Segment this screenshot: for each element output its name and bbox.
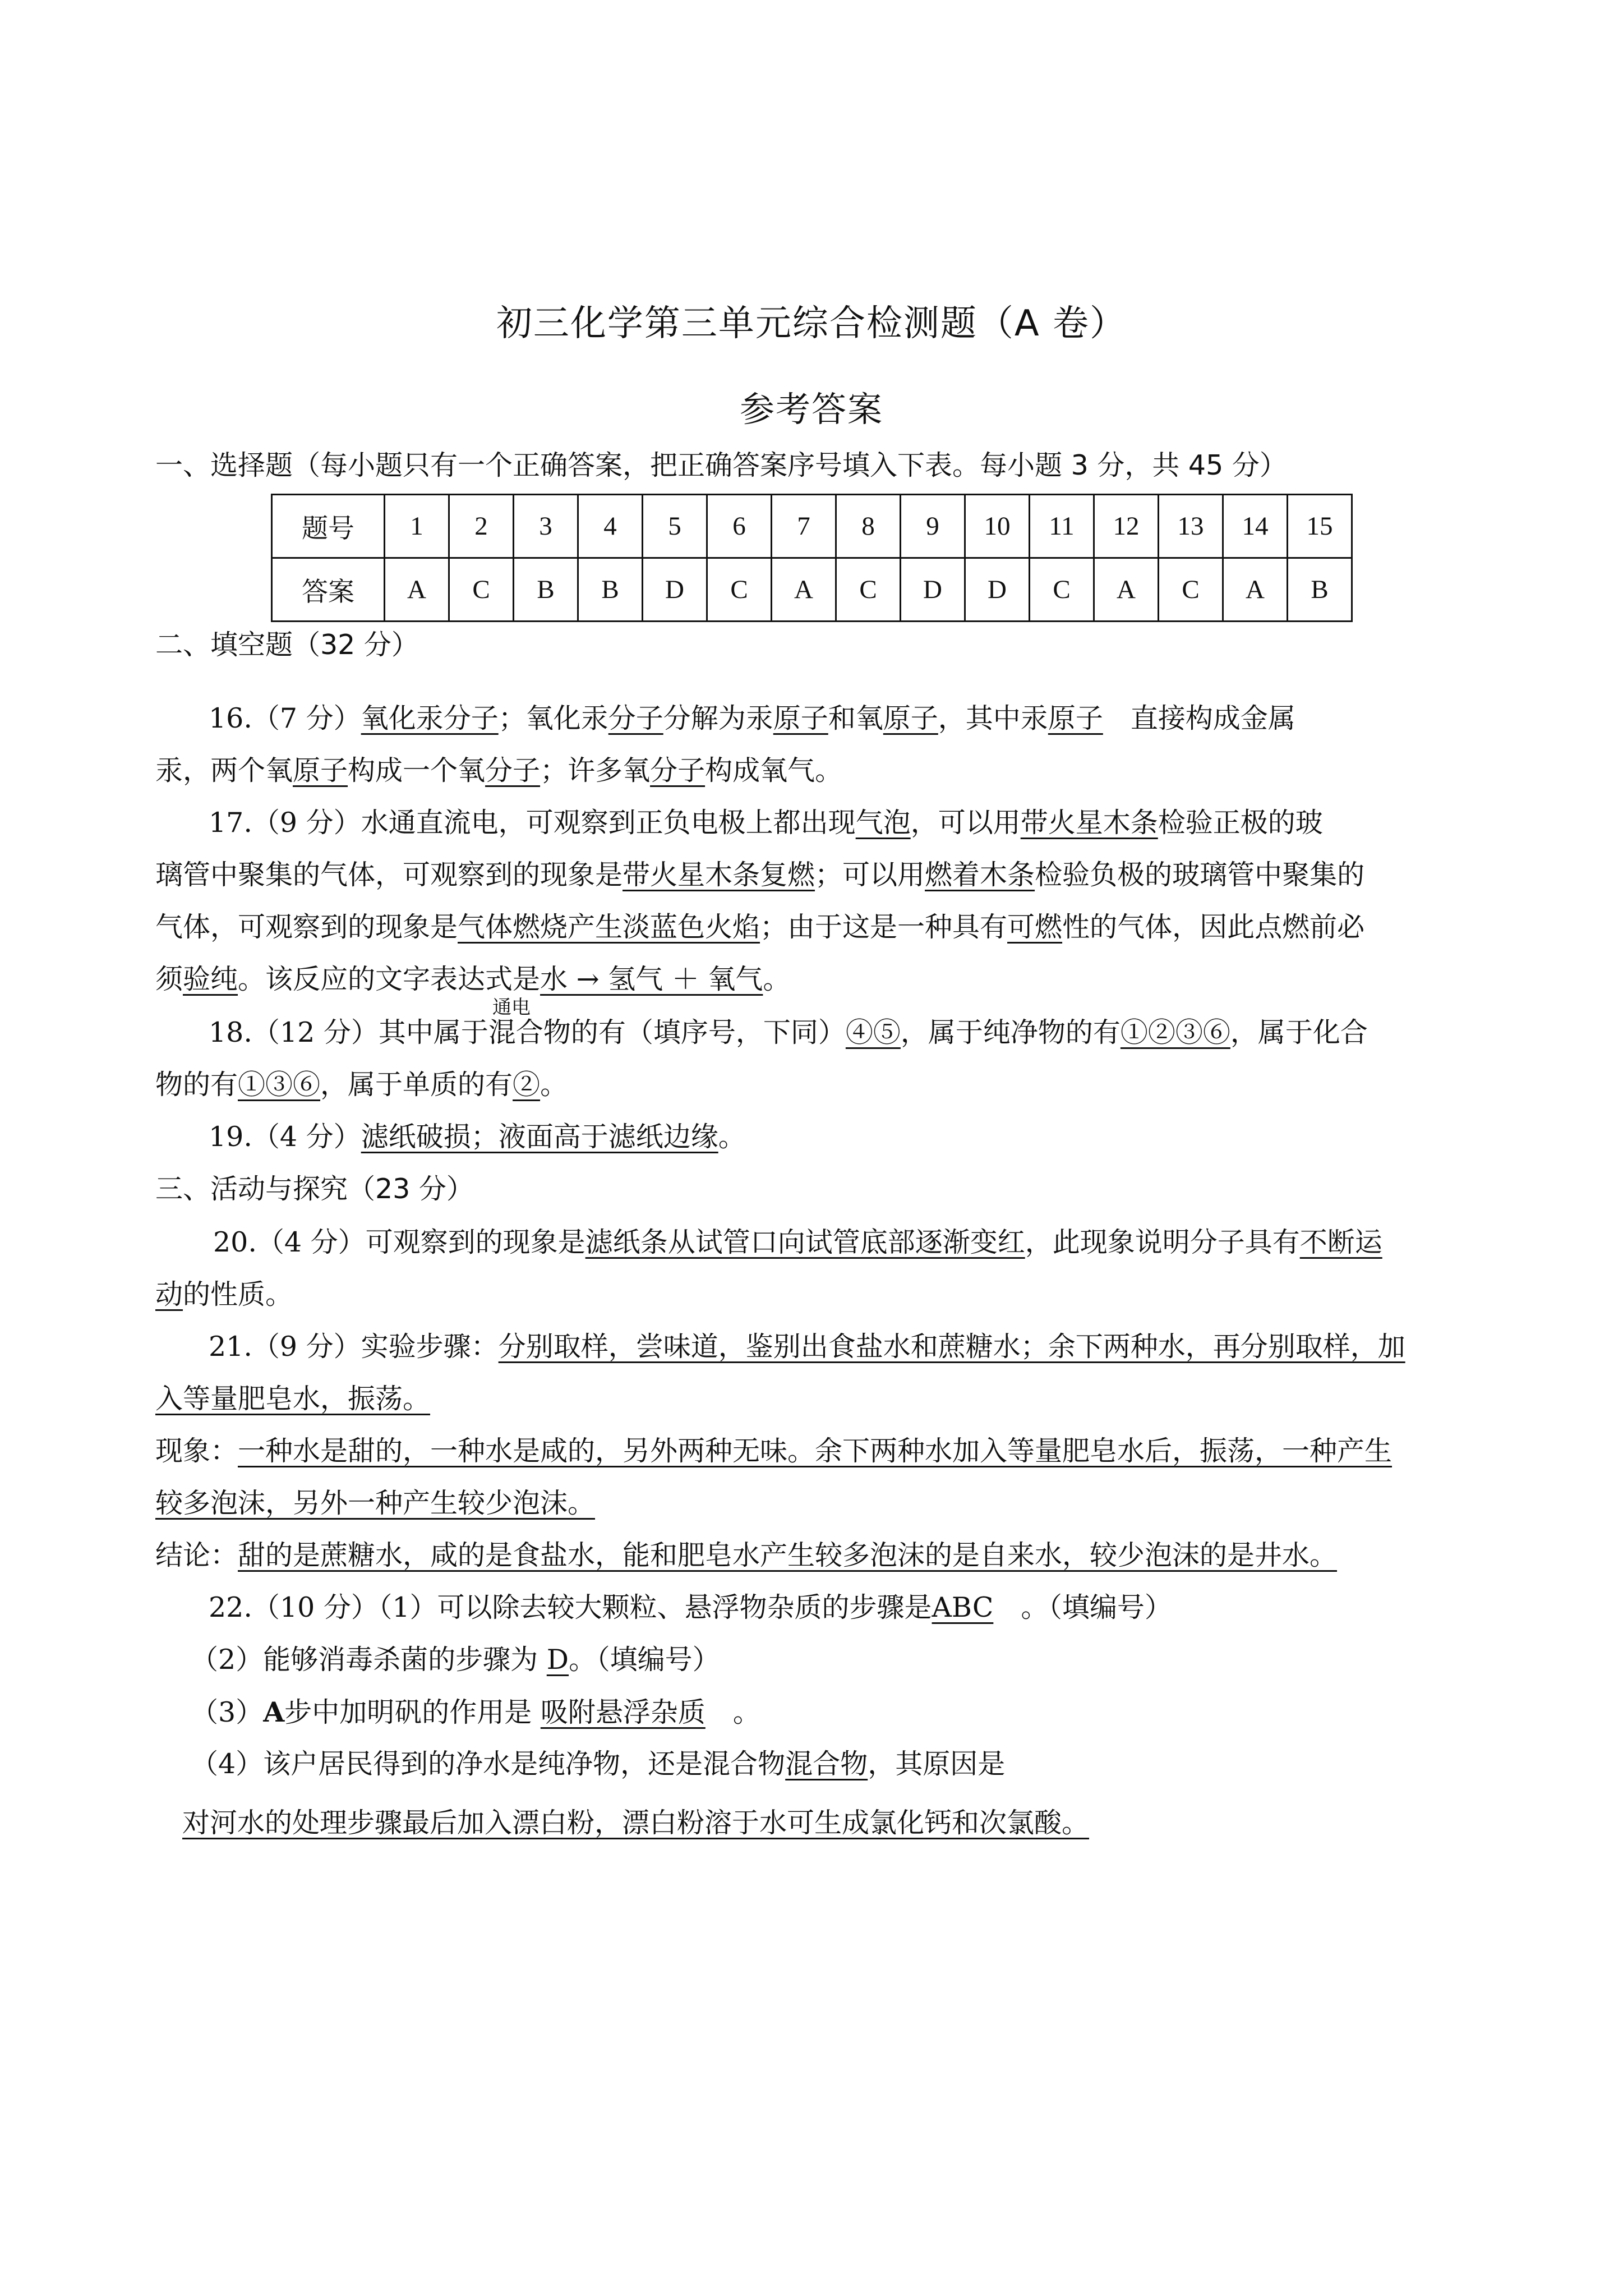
q18-line-2 — [155, 1065, 568, 1105]
text: 。该反应的文字表达式是 — [238, 963, 541, 995]
q22-line-3 — [191, 1692, 760, 1732]
text: （3） — [191, 1696, 264, 1728]
text: （4）该户居民得到的净水是纯净物，还是混合物 — [191, 1748, 786, 1780]
answer-blank: 验纯 — [183, 963, 238, 995]
table-cell: 10 — [965, 495, 1030, 558]
text: 。（填编号） — [1021, 1591, 1172, 1623]
text: ，可以用 — [910, 807, 1021, 839]
answer-blank: ④⑤ — [845, 1016, 901, 1048]
table-cell: B — [1288, 558, 1352, 622]
answer-blank: ①②③⑥ — [1120, 1016, 1230, 1048]
row-label-answers: 答案 — [272, 558, 385, 622]
section-1-heading: 一、选择题（每小题只有一个正确答案，把正确答案序号填入下表。每小题 3 分，共 45 分） — [155, 449, 1287, 481]
answer-blank: 分子 — [608, 702, 663, 734]
q17-line-2 — [155, 855, 1364, 895]
q16-line-1 — [209, 699, 1295, 738]
text: 19.（4 分） — [209, 1121, 361, 1153]
answer-blank: 可燃 — [1007, 911, 1063, 943]
answer-blank: 动 — [155, 1278, 183, 1310]
text: ；可以用 — [815, 859, 925, 891]
text: 17.（9 分）水通直流电，可观察到正负电极上都出现 — [209, 807, 856, 839]
answer-blank: 甜的是蔗糖水，咸的是食盐水，能和肥皂水产生较多泡沫的是自来水，较少泡沫的是井水。 — [238, 1539, 1338, 1571]
table-cell: D — [643, 558, 707, 622]
text: ，属于化合 — [1230, 1016, 1368, 1048]
q21-line-1 — [209, 1327, 1405, 1366]
page-subtitle: 参考答案 — [739, 389, 883, 430]
text: ，其中汞 — [938, 702, 1048, 734]
table-cell: 11 — [1030, 495, 1094, 558]
text: 。 — [763, 963, 791, 995]
text: 18.（12 分）其中属于混合物的有（填序号，下同） — [209, 1016, 846, 1048]
text: 性的气体，因此点燃前必 — [1062, 911, 1365, 943]
table-cell: A — [385, 558, 449, 622]
q21-line-5 — [155, 1536, 1337, 1575]
table-cell: C — [1159, 558, 1223, 622]
q18-line-1 — [209, 1013, 1368, 1052]
answer-blank: D — [546, 1644, 569, 1676]
q17-line-4 — [155, 960, 790, 999]
text: ，属于单质的有 — [320, 1069, 513, 1101]
table-cell: B — [578, 558, 643, 622]
text: 须 — [155, 963, 183, 995]
q22-line-1 — [209, 1588, 1172, 1627]
answer-blank: 滤纸条从试管口向试管底部逐渐变红 — [585, 1226, 1025, 1258]
text: 20.（4 分）可观察到的现象是 — [213, 1226, 585, 1258]
page-title: 初三化学第三单元综合检测题（A 卷） — [496, 303, 1127, 344]
table-cell: 7 — [772, 495, 836, 558]
table-cell: C — [449, 558, 514, 622]
text: 气体，可观察到的现象是 — [155, 911, 458, 943]
text: 现象： — [155, 1435, 238, 1467]
table-row-numbers — [272, 495, 1352, 558]
answer-blank: 入等量肥皂水，振荡。 — [155, 1383, 431, 1415]
answer-blank: ② — [513, 1069, 541, 1101]
text: ，属于纯净物的有 — [900, 1016, 1121, 1048]
answer-blank: 燃着木条 — [925, 859, 1035, 891]
answer-blank: 水 → 氢气 ＋ 氧气 — [540, 963, 763, 995]
text: 构成一个氧 — [348, 754, 486, 786]
table-cell: 14 — [1223, 495, 1288, 558]
answer-blank: 气泡 — [855, 807, 911, 839]
table-cell: 8 — [836, 495, 901, 558]
text: 汞，两个氧 — [155, 754, 293, 786]
answer-blank: 原子 — [293, 754, 348, 786]
text: 的性质。 — [183, 1278, 293, 1310]
table-cell: D — [901, 558, 965, 622]
answer-blank: ABC — [932, 1591, 994, 1623]
table-cell: C — [836, 558, 901, 622]
row-label-numbers: 题号 — [272, 495, 385, 558]
text: （2）能够消毒杀菌的步骤为 — [191, 1644, 538, 1676]
q22-line-4 — [191, 1745, 1005, 1784]
text: 检验正极的玻 — [1158, 807, 1323, 839]
q17-line-3 — [155, 908, 1364, 947]
text: 结论： — [155, 1539, 238, 1571]
table-cell: 2 — [449, 495, 514, 558]
table-cell: 4 — [578, 495, 643, 558]
table-cell: 15 — [1288, 495, 1352, 558]
q20-line-2 — [155, 1275, 293, 1314]
answer-blank: 混合物 — [785, 1748, 868, 1780]
q16-line-2 — [155, 751, 842, 790]
answer-blank: 气体燃烧产生淡蓝色火焰 — [458, 911, 760, 943]
answer-blank: 原子 — [773, 702, 828, 734]
answer-blank: 较多泡沫，另外一种产生较少泡沫。 — [155, 1487, 596, 1519]
table-cell: B — [514, 558, 578, 622]
table-cell: 3 — [514, 495, 578, 558]
text: ；氧化汞 — [498, 702, 608, 734]
table-cell: 9 — [901, 495, 965, 558]
answer-blank: 不断运 — [1299, 1226, 1382, 1258]
table-cell: A — [772, 558, 836, 622]
answer-blank: 分子 — [485, 754, 541, 786]
text: 物的有 — [155, 1069, 238, 1101]
table-cell: 13 — [1159, 495, 1223, 558]
text: 22.（10 分）（1）可以除去较大颗粒、悬浮物杂质的步骤是 — [209, 1591, 932, 1623]
q16-prefix: 16.（7 分） — [209, 702, 361, 734]
text: 21.（9 分）实验步骤： — [209, 1331, 499, 1363]
answer-blank: 分子 — [650, 754, 706, 786]
answer-blank: 滤纸破损；液面高于滤纸边缘 — [361, 1121, 718, 1153]
answer-table — [271, 494, 1353, 622]
answer-blank: ①③⑥ — [238, 1069, 321, 1101]
table-cell: A — [1094, 558, 1159, 622]
answer-blank: 分别取样，尝味道，鉴别出食盐水和蔗糖水；余下两种水，再分别取样，加 — [498, 1331, 1405, 1363]
q19-line — [209, 1117, 746, 1157]
table-row-answers — [272, 558, 1352, 622]
answer-blank: 吸附悬浮杂质 — [540, 1696, 706, 1728]
text: 构成氧气。 — [705, 754, 843, 786]
table-cell: 6 — [707, 495, 772, 558]
q21-line-4 — [155, 1484, 595, 1523]
answer-blank: 一种水是甜的，一种水是咸的，另外两种无味。余下两种水加入等量肥皂水后，振荡，一种产生 — [238, 1435, 1393, 1467]
answer-blank: 带火星木条复燃 — [623, 859, 815, 891]
q22-line-5 — [182, 1803, 1089, 1843]
text: 。 — [732, 1696, 760, 1728]
reaction-condition-label: 通电 — [492, 996, 531, 1019]
text: 分解为汞 — [663, 702, 773, 734]
q21-line-2 — [155, 1379, 430, 1419]
section-3-heading: 三、活动与探究（23 分） — [155, 1173, 474, 1205]
table-cell: D — [965, 558, 1030, 622]
answer-blank: 原子 — [1048, 702, 1103, 734]
answer-blank: 氧化汞分子 — [361, 702, 499, 734]
table-cell: 1 — [385, 495, 449, 558]
text: ；许多氧 — [540, 754, 651, 786]
text: 。（填编号） — [569, 1644, 720, 1676]
answer-blank: 带火星木条 — [1020, 807, 1158, 839]
answer-blank: 对河水的处理步骤最后加入漂白粉，漂白粉溶于水可生成氯化钙和次氯酸。 — [182, 1807, 1090, 1839]
text: ，此现象说明分子具有 — [1025, 1226, 1300, 1258]
text: ；由于这是一种具有 — [760, 911, 1008, 943]
text: A — [263, 1696, 285, 1728]
text: 。 — [718, 1121, 746, 1153]
q20-line-1 — [213, 1223, 1382, 1262]
section-2-heading: 二、填空题（32 分） — [155, 629, 419, 661]
text: 璃管中聚集的气体，可观察到的现象是 — [155, 859, 623, 891]
table-cell: C — [707, 558, 772, 622]
table-cell: C — [1030, 558, 1094, 622]
text: ，其原因是 — [868, 1748, 1006, 1780]
q22-line-2 — [191, 1640, 720, 1680]
q21-line-3 — [155, 1432, 1392, 1471]
table-cell: 12 — [1094, 495, 1159, 558]
text: 步中加明矾的作用是 — [284, 1696, 532, 1728]
table-cell: A — [1223, 558, 1288, 622]
text: 。 — [540, 1069, 568, 1101]
q17-line-1 — [209, 803, 1323, 843]
text: 和氧 — [828, 702, 883, 734]
text: 检验负极的玻璃管中聚集的 — [1035, 859, 1365, 891]
table-cell: 5 — [643, 495, 707, 558]
text: 直接构成金属 — [1130, 702, 1295, 734]
answer-blank: 原子 — [883, 702, 938, 734]
